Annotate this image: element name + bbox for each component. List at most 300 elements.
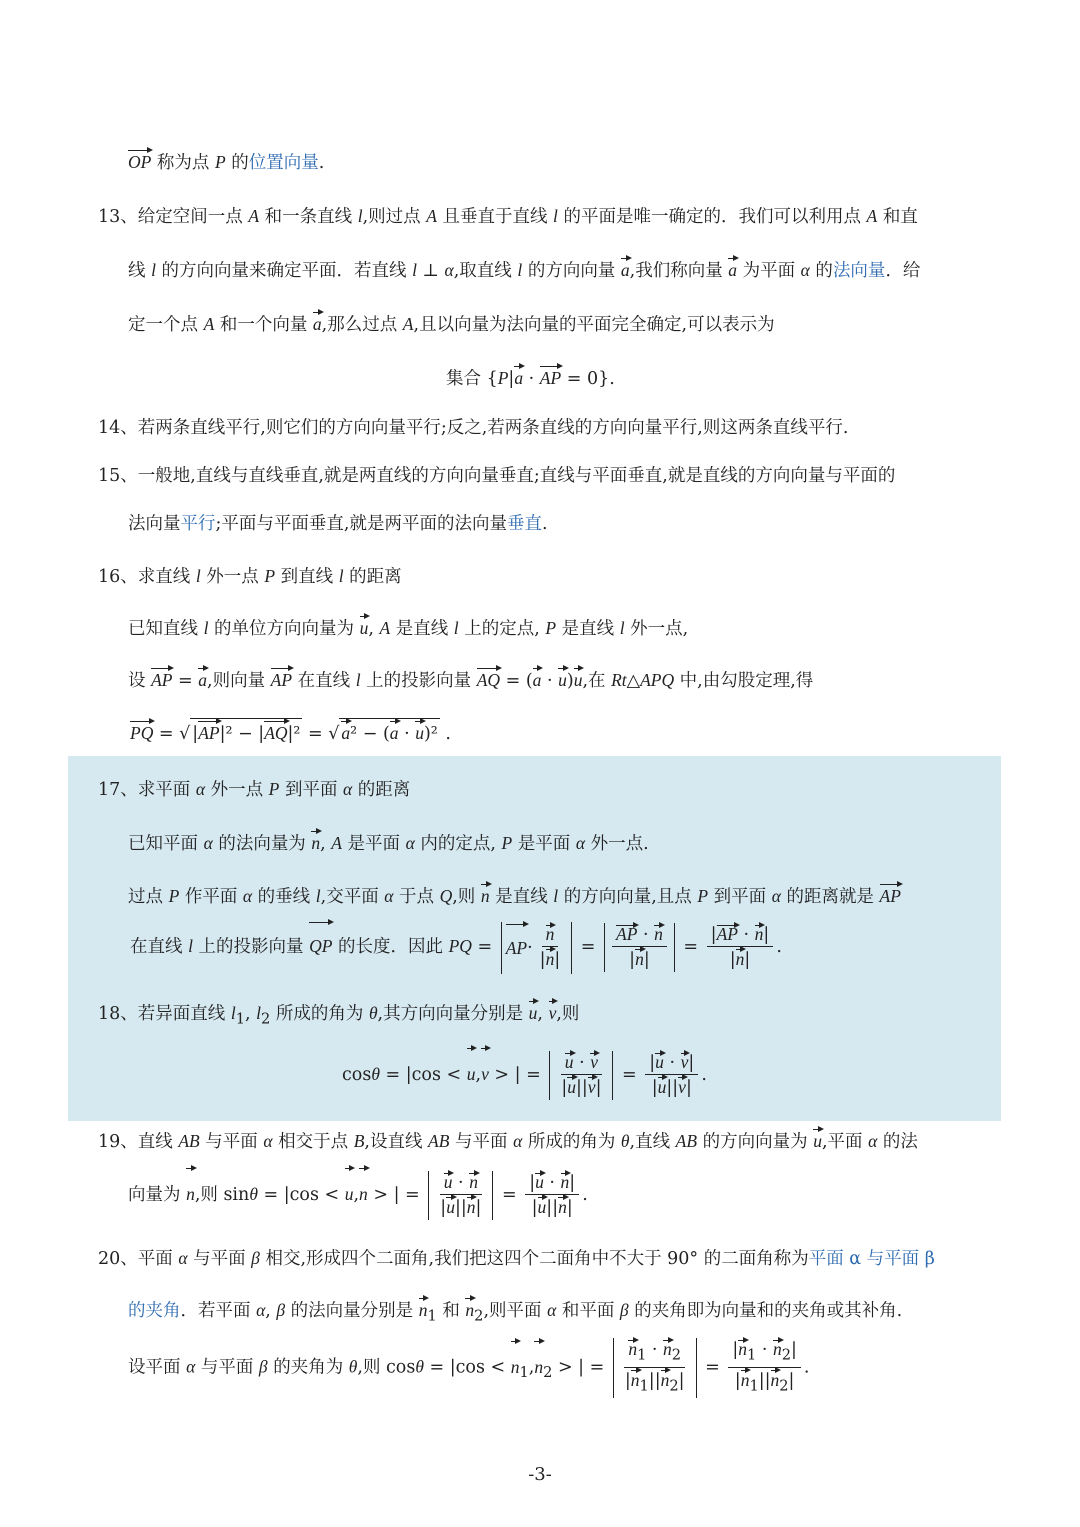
t: 外一点,: [624, 619, 689, 639]
t: 外一点: [205, 780, 269, 800]
t: ,: [528, 1357, 535, 1378]
t: ·: [637, 925, 655, 945]
vector-a: a: [313, 310, 322, 338]
numerator: [440, 1171, 482, 1195]
t: 为平面: [737, 261, 801, 281]
m: l: [188, 936, 193, 956]
m: α: [186, 1356, 196, 1377]
item-15-line-2: [128, 510, 548, 538]
subscript: 2: [781, 1346, 791, 1364]
vector-n2: n: [534, 1339, 543, 1395]
vector-n2: n: [770, 1369, 780, 1390]
m: l: [338, 566, 344, 586]
m: α: [547, 1300, 557, 1320]
denominator: |u||v|: [651, 1077, 692, 1098]
t: 与平面: [187, 1249, 252, 1269]
m: α: [575, 833, 586, 853]
t: 16、求直线: [98, 567, 196, 587]
vector-u: u: [443, 1172, 453, 1192]
item-13-set-formula: [446, 364, 615, 393]
vector-qp: QP: [309, 920, 332, 972]
m: α: [178, 1248, 188, 1268]
denominator: |u||n|: [531, 1197, 573, 1218]
t: ,且以向量为法向量的平面完全确定,可以表示为: [413, 315, 775, 335]
denominator: |u||n|: [440, 1197, 482, 1218]
m: α: [771, 886, 781, 906]
m: α: [195, 779, 206, 799]
vector-a: a: [390, 719, 399, 747]
fraction: [707, 923, 774, 972]
t: 在直线: [292, 671, 356, 691]
vector-u: u: [360, 614, 369, 642]
t: |² − |: [219, 724, 265, 744]
numerator: [561, 1051, 602, 1075]
item-18-formula: [342, 1046, 707, 1103]
fraction: [728, 1338, 801, 1398]
fraction: [621, 1338, 689, 1398]
vector-u: u: [567, 1077, 576, 1097]
t: ·: [523, 369, 540, 389]
t: 设: [128, 671, 152, 691]
t: =: [153, 724, 180, 744]
m: l: [412, 260, 417, 280]
subscript: 2: [474, 1307, 484, 1325]
vector-u: u: [345, 1166, 354, 1222]
m: α: [800, 260, 810, 280]
vector-n1: n: [630, 1369, 640, 1390]
m: l: [453, 618, 459, 638]
m: P: [545, 618, 557, 638]
m: θ: [415, 1356, 424, 1377]
vector-u: u: [529, 999, 538, 1027]
t: ·: [398, 724, 416, 744]
m: l: [195, 566, 201, 586]
m: α: [263, 1131, 273, 1151]
item-20-line-1: [98, 1244, 935, 1273]
vector-n1: n: [738, 1339, 747, 1359]
m: PQ: [448, 936, 472, 956]
vector-ap: AP: [198, 719, 219, 747]
m: α: [384, 886, 394, 906]
t: 与平面: [195, 1357, 259, 1378]
numerator: $|n_1 \cdot n_2|$: [728, 1338, 801, 1368]
t: ,则 sin: [194, 1185, 250, 1205]
t: 的单位方向向量为: [208, 619, 360, 639]
vector-v: v: [678, 1077, 686, 1097]
m: A: [248, 206, 260, 226]
subscript: 2: [543, 1364, 553, 1381]
m: A: [203, 314, 215, 334]
t: 相交,形成四个二面角,我们把这四个二面角中不大于 90° 的二面角称为: [259, 1249, 809, 1269]
t: > | =: [367, 1185, 426, 1205]
m: A: [866, 206, 878, 226]
t: .: [582, 1185, 588, 1205]
t: =: [302, 724, 329, 744]
abs-group: [549, 1051, 613, 1100]
vector-n: n: [359, 1166, 368, 1222]
t: 中,由勾股定理,得: [674, 671, 814, 691]
t: .: [439, 724, 451, 744]
t: ,设直线: [364, 1132, 429, 1152]
vector-n1: n: [628, 1339, 638, 1359]
item-20-line-3-formula: [128, 1338, 809, 1401]
t: 所成的角为: [522, 1132, 621, 1152]
m: β: [251, 1248, 260, 1268]
t: .: [803, 1357, 810, 1378]
subscript: 1: [639, 1377, 649, 1394]
keyword-plane-angle: 平面 α 与平面 β: [808, 1249, 935, 1269]
t: 和: [436, 1301, 466, 1321]
t: .: [701, 1065, 707, 1085]
vector-ap: AP: [616, 924, 638, 944]
t: 与平面: [199, 1132, 264, 1152]
t: ·: [541, 671, 559, 691]
text: .: [318, 153, 325, 173]
fraction: [536, 923, 565, 972]
vector-u: u: [446, 1197, 455, 1217]
vector-a: a: [514, 364, 523, 392]
t: 外一点.: [585, 834, 649, 854]
t: 到直线: [275, 567, 339, 587]
numerator: |AP · n|: [707, 923, 774, 947]
t: .: [541, 514, 548, 534]
t: 的平面是唯一确定的．我们可以利用点: [557, 207, 867, 227]
t: =: [699, 1357, 726, 1378]
denominator: $|n_1||n_2|$: [734, 1369, 795, 1394]
t: )²: [423, 724, 438, 744]
m: AB: [675, 1131, 698, 1151]
m: l: [357, 206, 363, 226]
m: α: [256, 1300, 266, 1320]
vector-n: n: [311, 829, 320, 857]
t: 在直线: [130, 937, 189, 957]
vector-ap: AP: [540, 364, 561, 392]
vector-a: a: [533, 666, 542, 694]
vector-v: v: [590, 1052, 599, 1072]
t: ．给: [885, 261, 921, 281]
t: 于点: [393, 887, 440, 907]
vector-n: n: [635, 949, 644, 969]
t: ,: [320, 834, 332, 854]
t: ,: [353, 1185, 360, 1205]
subscript: 1: [749, 1377, 759, 1394]
abs-group: [613, 1338, 697, 1398]
keyword-position-vector: 位置向量: [248, 153, 319, 173]
denominator: |n|: [629, 949, 650, 970]
text: 称为点: [151, 153, 215, 173]
t: 是平面: [341, 834, 406, 854]
item-16-line-2: [128, 666, 813, 695]
t: =: [172, 671, 199, 691]
t: ·: [527, 937, 533, 958]
vector-n: n: [735, 949, 745, 969]
m: l: [230, 1003, 236, 1023]
t: ,则: [556, 1004, 580, 1024]
t: = |cos <: [379, 1065, 467, 1085]
page-number: -3-: [528, 1464, 552, 1485]
t: |²: [287, 724, 301, 744]
t: 的距离: [343, 567, 402, 587]
vector-a: a: [198, 666, 207, 694]
t: = 0}.: [561, 369, 615, 389]
subscript: 2: [671, 1346, 682, 1364]
m: A: [402, 314, 414, 334]
t: =: [496, 1185, 523, 1205]
vector-v: v: [481, 1046, 489, 1102]
item-16-line-1: [128, 614, 688, 643]
vector-n: n: [466, 1197, 476, 1217]
vector-u: u: [655, 1052, 664, 1072]
t: =: [677, 937, 704, 957]
t: 内的定点,: [414, 834, 502, 854]
numerator: |u · n|: [525, 1171, 579, 1195]
t: 的长度．因此: [332, 937, 449, 957]
vector-n: n: [558, 1197, 567, 1217]
t: = |cos <: [257, 1185, 345, 1205]
m: β: [258, 1356, 268, 1377]
t: ．若平面: [180, 1301, 257, 1321]
numerator: [542, 923, 559, 947]
m: α: [405, 833, 415, 853]
fraction: [557, 1051, 605, 1100]
t: ,则过点: [362, 207, 427, 227]
t: ⊥: [416, 261, 445, 281]
subscript: 1: [746, 1346, 757, 1364]
t: ,则向量: [207, 671, 271, 691]
denominator: |u||v|: [561, 1077, 602, 1098]
t: ,: [368, 619, 380, 639]
keyword-perpendicular: 垂直: [506, 514, 542, 534]
item-16-formula: [130, 718, 451, 748]
item-17-line-2: [128, 882, 901, 911]
m: P: [501, 833, 513, 853]
vector-u: u: [558, 666, 567, 694]
vector-n: n: [469, 1172, 478, 1192]
t: 设平面: [128, 1357, 187, 1378]
t: 已知平面: [128, 834, 204, 854]
keyword-normal-vector: 法向量: [832, 261, 886, 281]
t: 法向量: [128, 514, 181, 534]
t: 是直线: [489, 887, 554, 907]
t: 和直: [877, 207, 918, 227]
vector-u: u: [467, 1046, 476, 1102]
t: ): [566, 671, 574, 691]
item-17-heading: [98, 775, 410, 804]
vector-u: u: [537, 1197, 547, 1217]
m: β: [619, 1300, 629, 1320]
fraction: [645, 1051, 698, 1100]
subscript: 2: [669, 1377, 679, 1394]
item-13-line-3: [128, 310, 775, 339]
t: 的夹角为: [267, 1357, 349, 1378]
t: 和一个向量: [214, 315, 313, 335]
vector-v: v: [587, 1077, 596, 1097]
m: l: [315, 886, 321, 906]
vector-n1: n: [419, 1296, 428, 1324]
vector-aq: AQ: [264, 719, 287, 747]
vector-n: n: [481, 882, 490, 910]
m: l: [553, 206, 558, 226]
subscript: 2: [261, 1010, 271, 1028]
t: ,其方向向量分别是: [377, 1004, 529, 1024]
t: ,: [475, 1065, 482, 1085]
numerator: [612, 923, 667, 947]
vector-a: a: [341, 719, 350, 747]
t: |: [192, 724, 199, 744]
t: 所成的角为: [270, 1004, 369, 1024]
t: ,则平面: [483, 1301, 548, 1321]
t: 和平面: [556, 1301, 620, 1321]
vector-ap: AP: [880, 882, 901, 910]
m: Rt△APQ: [611, 670, 675, 690]
item-18-line-1: [98, 999, 579, 1034]
vector-n: n: [654, 924, 663, 944]
m: A: [426, 206, 437, 226]
t: = (: [500, 671, 533, 691]
m: β: [276, 1300, 286, 1320]
vector-ap: AP: [271, 666, 292, 694]
t: 的方向向量,且点: [558, 887, 698, 907]
fraction: [612, 923, 667, 972]
t: ,那么过点: [321, 315, 403, 335]
t: 向量为: [128, 1185, 187, 1205]
t: ,: [245, 1004, 257, 1024]
t: 到平面: [279, 780, 344, 800]
t: 上的定点,: [458, 619, 546, 639]
t: 的: [809, 261, 833, 281]
t: 是平面: [512, 834, 576, 854]
m: l: [553, 886, 559, 906]
denominator: |n|: [539, 949, 561, 970]
vector-ap: AP: [716, 924, 738, 944]
m: θ: [371, 1064, 380, 1084]
m: θ: [620, 1131, 630, 1151]
m: α: [868, 1131, 878, 1151]
subscript: 1: [519, 1364, 529, 1381]
vector-v: v: [549, 999, 557, 1027]
vector-a: a: [621, 256, 630, 284]
t: |: [508, 369, 515, 389]
subscript: 1: [637, 1346, 647, 1364]
t: 线: [128, 261, 152, 281]
t: cos: [342, 1065, 372, 1085]
t: 的法: [877, 1132, 918, 1152]
m: α: [242, 886, 253, 906]
t: 的方向向量为: [697, 1132, 814, 1152]
vector-v: v: [680, 1052, 689, 1072]
m: α: [444, 260, 454, 280]
m: B: [353, 1131, 365, 1151]
vector-u: u: [574, 666, 583, 694]
subscript: 1: [235, 1010, 245, 1028]
t: 13、给定空间一点: [98, 207, 249, 227]
vector-n1: n: [740, 1369, 750, 1390]
item-17-line-3-formula: [130, 920, 782, 974]
t: ,交平面: [320, 887, 385, 907]
t: ,在: [582, 671, 612, 691]
vector-n: n: [560, 1172, 570, 1192]
t: 和一条直线: [259, 207, 358, 227]
t: 过点: [128, 887, 169, 907]
subscript: 1: [427, 1307, 437, 1325]
vector-n1: n: [511, 1339, 520, 1395]
vector-n: n: [754, 924, 764, 944]
t: 已知直线: [128, 619, 204, 639]
t: ,: [537, 1004, 549, 1024]
vector-op: OP: [128, 148, 151, 176]
t: 到平面: [708, 887, 772, 907]
t: 定一个点: [128, 315, 204, 335]
position-vector-line: [128, 148, 324, 177]
item-19-line-2-formula: [128, 1166, 588, 1223]
sqrt-body: [190, 718, 302, 748]
t: ·: [737, 925, 755, 945]
t: = |cos <: [423, 1357, 511, 1378]
vector-aq: AQ: [477, 666, 500, 694]
t: 上的投影向量: [192, 937, 310, 957]
t: ,平面: [821, 1132, 869, 1152]
t: 的法向量分别是: [285, 1301, 419, 1321]
sqrt-sign: √: [328, 724, 340, 744]
m: α: [343, 779, 353, 799]
t: 19、直线: [98, 1132, 179, 1152]
t: 的夹角即为向量和的夹角或其补角.: [628, 1301, 903, 1321]
m: θ: [249, 1184, 258, 1204]
numerator: $n_1 \cdot n_2$: [624, 1338, 685, 1368]
m: l: [355, 670, 361, 690]
m: α: [513, 1131, 523, 1151]
m: P: [264, 566, 276, 586]
t: 相交于点: [272, 1132, 354, 1152]
fraction: [436, 1171, 485, 1220]
t: ,则 cos: [357, 1357, 416, 1378]
m: P: [697, 886, 709, 906]
numerator: |u · v|: [645, 1051, 698, 1075]
m: P: [168, 886, 180, 906]
denominator: $|n_1||n_2|$: [624, 1369, 685, 1394]
m: θ: [348, 1356, 358, 1377]
t: =: [616, 1065, 643, 1085]
vector-n: n: [186, 1166, 195, 1222]
t: =: [471, 937, 498, 957]
t: ·: [543, 1173, 561, 1193]
vector-n: n: [545, 949, 555, 969]
vector-u: u: [535, 1172, 544, 1192]
item-19-line-1: [98, 1127, 918, 1156]
m: AB: [178, 1131, 200, 1151]
t: ·: [663, 1053, 681, 1073]
m: AB: [428, 1131, 450, 1151]
m: l: [256, 1003, 262, 1023]
t: .: [776, 937, 782, 957]
t: =: [575, 937, 602, 957]
t: ·: [573, 1053, 591, 1073]
t: 的距离就是: [780, 887, 880, 907]
sqrt-body: [339, 718, 439, 748]
t: 的方向向量来确定平面．若直线: [155, 261, 413, 281]
m: θ: [368, 1003, 378, 1023]
text: 的: [225, 153, 249, 173]
t: ·: [452, 1173, 470, 1193]
t: 是直线: [556, 619, 620, 639]
t: ,取直线: [453, 261, 518, 281]
abs-group: [604, 923, 675, 972]
vector-ap: AP: [151, 666, 172, 694]
keyword-included-angle: 的夹角: [128, 1301, 181, 1321]
keyword-parallel: 平行: [180, 514, 216, 534]
t: ² − (: [350, 724, 390, 744]
m: P: [497, 368, 509, 388]
